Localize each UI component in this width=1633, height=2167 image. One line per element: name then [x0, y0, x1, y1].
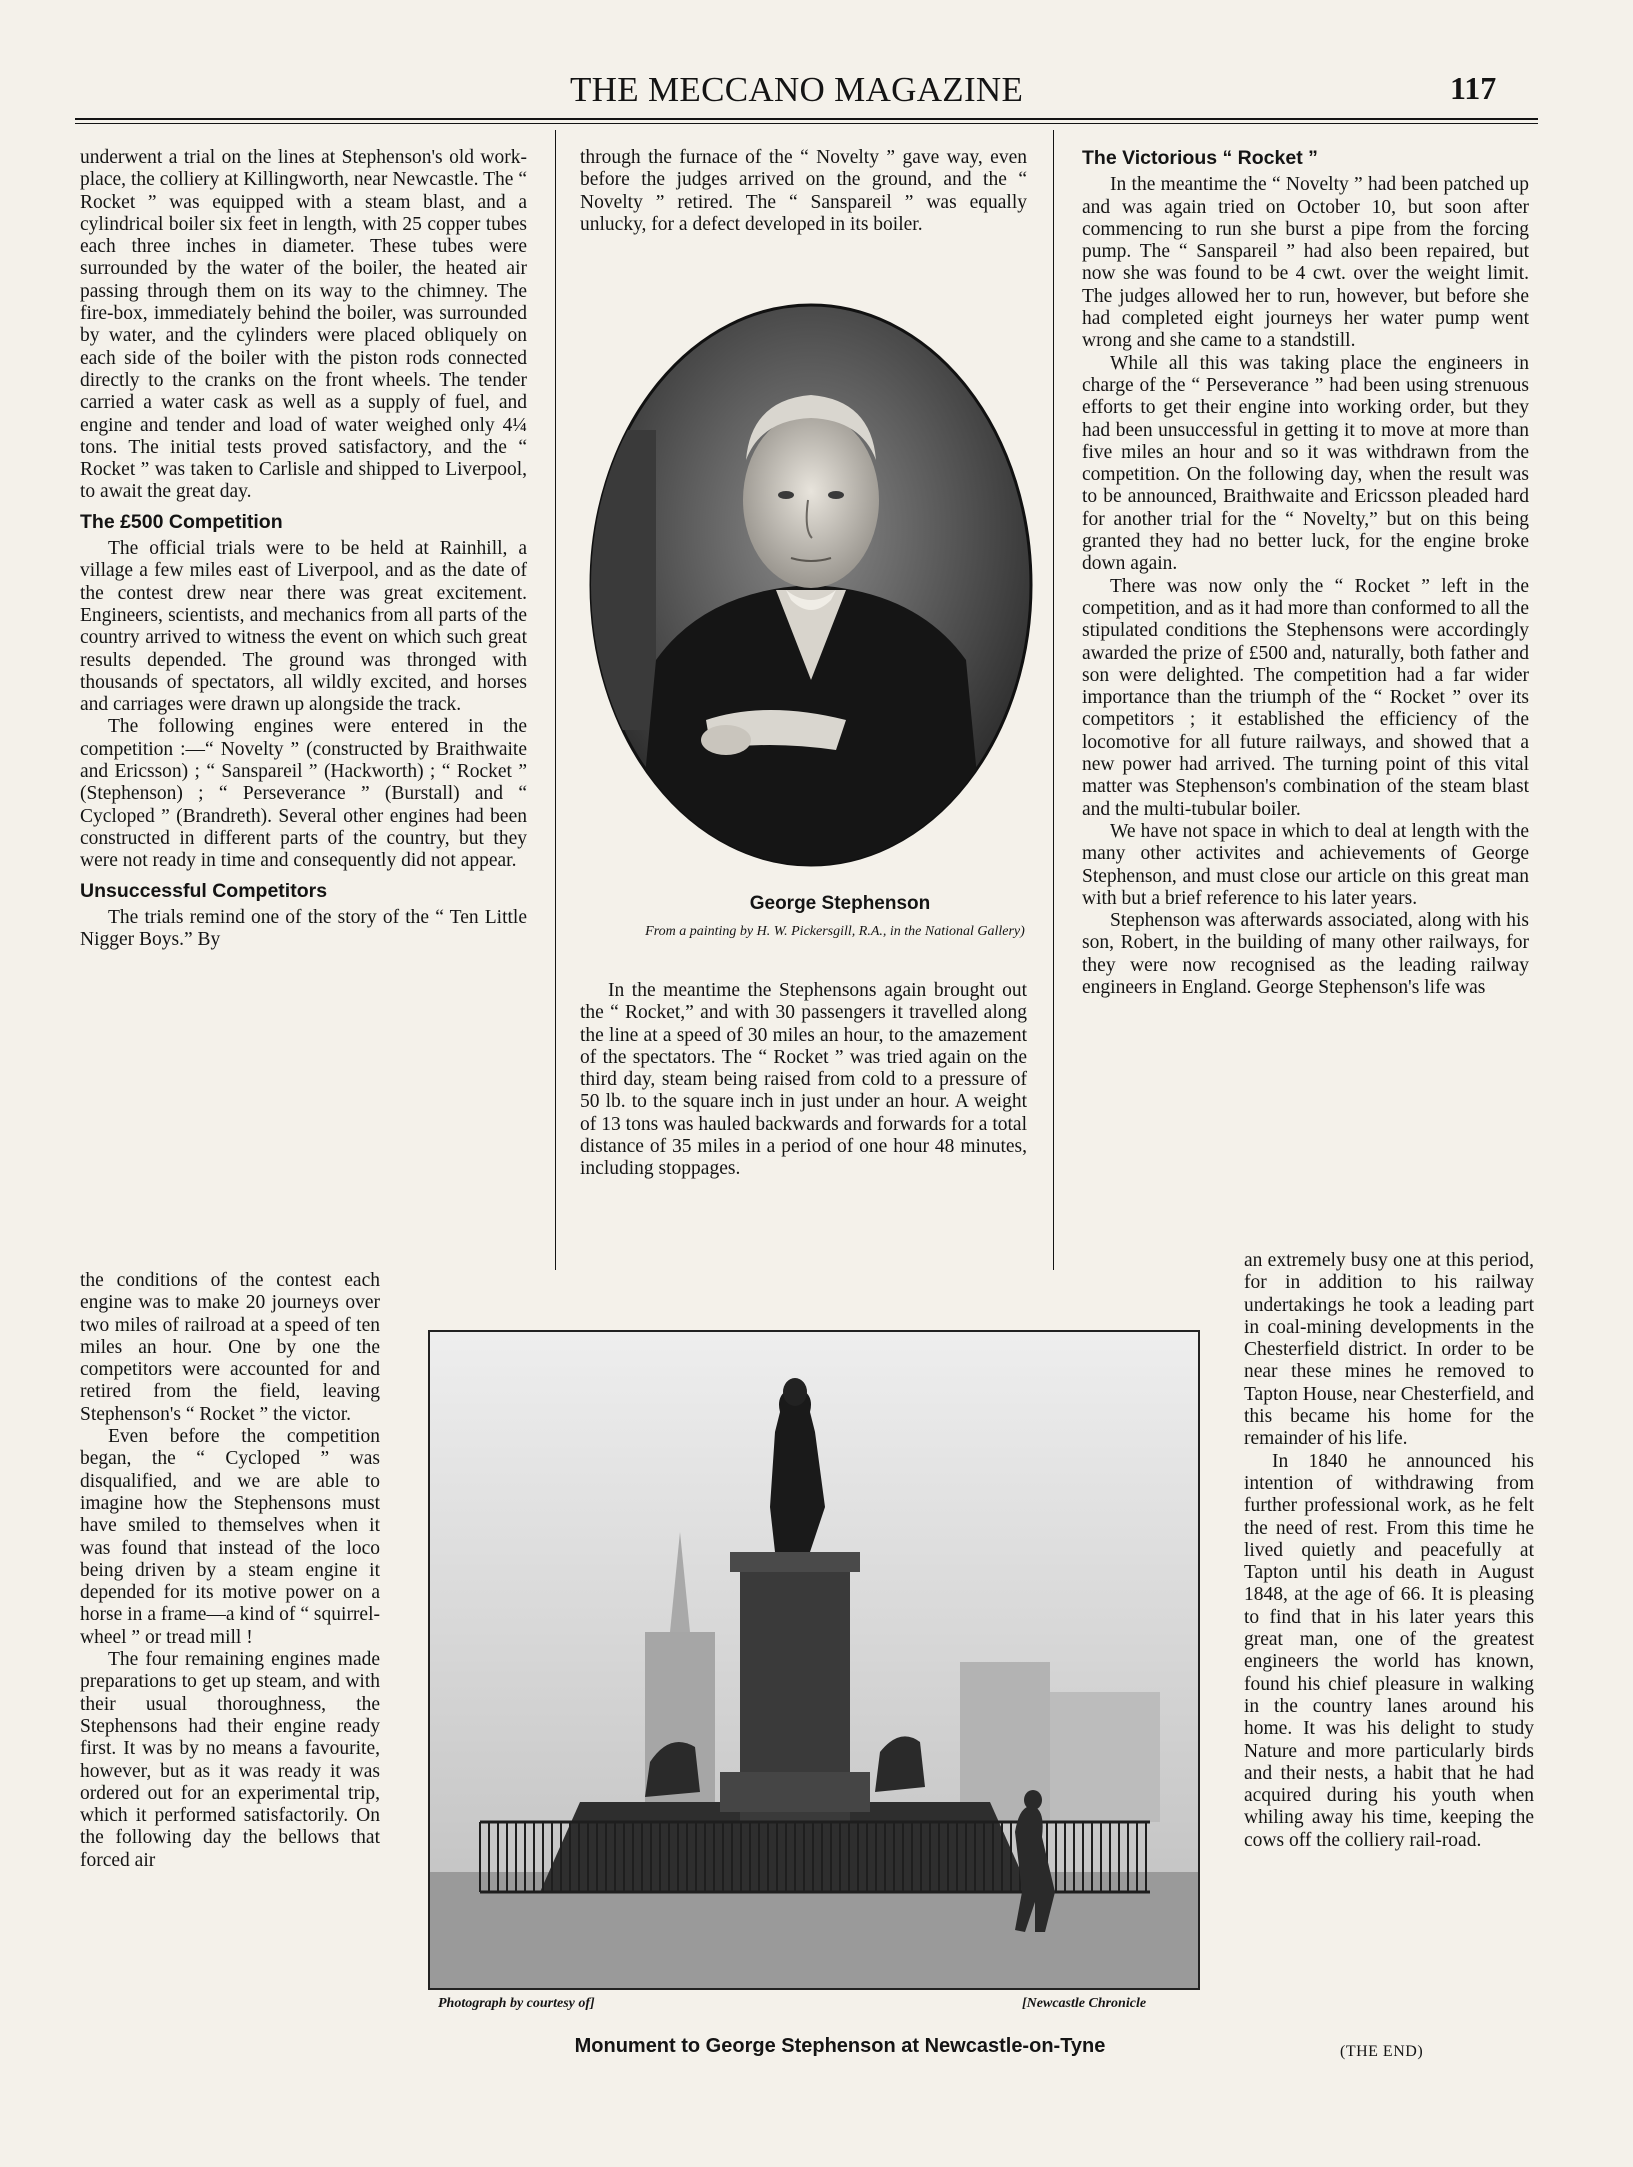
paragraph: Stephenson was afterwards associated, along with his son, Robert, in the building of many other railways, for they were now recognised as the leading railway engineers in England. George Stephenson's life was [1082, 910, 1529, 998]
paragraph: In the meantime the “ Novelty ” had been patched up and was again tried on October 10, but soon after commencing to run she burst a pipe from the forcing pump. The “ Sanspareil ” had also been repaired, but now she was found to be 4 cwt. over the weight limit. The judges allowed her to run, however, but before she had completed eight journeys her water pump went wrong and she came to a standstill. [1082, 174, 1529, 352]
header-rule [75, 118, 1538, 120]
page-number: 117 [1450, 70, 1497, 106]
paragraph: through the furnace of the “ Novelty ” gave way, even before the judges arrived on the ground, and the “ Novelty ” retired. The “ Sanspareil ” was equally unlucky, for a defect developed in its boiler. [580, 147, 1027, 235]
paragraph: In the meantime the Stephensons again brought out the “ Rocket,” and with 30 passengers it travelled along the line at a speed of 30 miles an hour, to the amazement of the spectators. The “ Rocket ” was tried again on the third day, steam being raised from cold to a pressure of 50 lb. to the square inch in just under an hour. A weight of 13 tons was hauled backwards and forwards for a total distance of 35 miles in a period of one hour 48 minutes, including stoppages. [580, 980, 1027, 1180]
section-heading-competition: The £500 Competition [80, 510, 283, 533]
paragraph: an extremely busy one at this period, for in addition to his railway undertakings he took a leading part in coal-mining developments in the Chesterfield district. In order to be near these mines he removed to Tapton House, near Chesterfield, and this became his home for the remainder of his life. [1244, 1250, 1534, 1450]
paragraph: In 1840 he announced his intention of withdrawing from further professional work, as he felt the need of rest. From this time he lived quietly and peacefully at Tapton until his death in August 1848, at the age of 66. It is pleasing to find that in his later years this great man, one of the greatest engineers the world has known, found his chief pleasure in walking in the country lanes around his home. It was his delight to study Nature and more particularly birds and their nests, a habit that he had acquired during his youth when whiling away his time, keeping the cows off the colliery rail-road. [1244, 1450, 1534, 1851]
monument-photograph [428, 1330, 1200, 1990]
column-1 [80, 147, 527, 951]
paragraph: Even before the competition began, the “ Cycloped ” was disqualified, and we are able to imagine how the Stephensons must have smiled to themselves when it was found that instead of the loco being driven by a steam engine it depended for its motive power on a horse in a frame—a kind of “ squirrel-wheel ” or tread mill ! [80, 1426, 380, 1648]
magazine-title: THE MECCANO MAGAZINE [570, 70, 1024, 109]
paragraph: The official trials were to be held at Rainhill, a village a few miles east of Liverpool, and as the date of the contest drew near there was great excitement. Engineers, scientists, and mechanics from all parts of the country arrived to witness the event on which such great results depended. The ground was thronged with thousands of spectators, all wildly excited, and horses and carriages were drawn up alongside the track. [80, 538, 527, 716]
photo-credit-right: [Newcastle Chronicle [1022, 1996, 1147, 2011]
paragraph: While all this was taking place the engineers in charge of the “ Perseverance ” had been using strenuous efforts to get their engine into working order, but they had been unsuccessful in getting it to move at more than five miles an hour and so it was withdrawn from the competition. On the following day, when the result was to be announced, Braithwaite and Ericsson pleaded hard for another trial for the “ Novelty,” but on this being granted they had no better luck, for the engine broke down again. [1082, 352, 1529, 575]
paragraph: underwent a trial on the lines at Stephenson's old work-place, the colliery at Killingworth, near Newcastle. The “ Rocket ” was equipped with a steam blast, and a cylindrical boiler six feet in length, with 25 copper tubes each three inches in diameter. These tubes were surrounded by the water of the boiler, the heated air passing through them on its way to the chimney. The fire-box, immediately behind the boiler, was surrounded by water, and the cylinders were placed obliquely on each side of the boiler with the piston rods connected directly to the cranks on the front wheels. The tender carried a water cask as well as a supply of fuel, and engine and tender and load of water weighed only 4¼ tons. The initial tests proved satisfactory, and the “ Rocket ” was taken to Carlisle and shipped to Liverpool, to await the great day. [80, 147, 527, 503]
column-3-narrow [1244, 1250, 1534, 1852]
paragraph: There was now only the “ Rocket ” left in the competition, and as it had more than conformed to all the stipulated conditions the Stephensons were accordingly awarded the prize of £500 and, naturally, both father and son were delighted. The competition had a far wider importance than the triumph of the “ Rocket ” over its competitors ; it established the efficiency of the locomotive for all future railways, and showed that a new power had arrived. The turning point of this vital matter was Stephenson's combination of the steam blast and the multi-tubular boiler. [1082, 575, 1529, 820]
monument-caption: Monument to George Stephenson at Newcastle-on-Tyne [574, 2035, 1106, 2057]
section-heading-unsuccessful: Unsuccessful Competitors [80, 879, 328, 902]
portrait-credit: From a painting by H. W. Pickersgill, R.A., in the National Gallery) [645, 924, 1025, 939]
header-rule-thin [75, 123, 1538, 124]
paragraph: the conditions of the contest each engine was to make 20 journeys over two miles of railroad at a speed of ten miles an hour. One by one the competitors were accounted for and retired from the field, leaving Stephenson's “ Rocket ” the victor. [80, 1270, 380, 1425]
the-end-marker: (THE END) [1340, 2043, 1424, 2060]
monument-image [430, 1332, 1198, 1988]
column-1-narrow [80, 1270, 380, 1872]
paragraph: The four remaining engines made preparations to get up steam, and with their usual thoroughness, the Stephensons had their engine ready first. It was by no means a favourite, however, but as it was ready it was ordered out for an experimental trip, which it performed satisfactorily. On the following day the bellows that forced air [80, 1649, 380, 1871]
portrait-image [586, 300, 1036, 870]
column-2-bottom [580, 980, 1027, 1181]
section-heading-victorious: The Victorious “ Rocket ” [1082, 147, 1318, 169]
portrait-caption: George Stephenson [749, 893, 931, 914]
column-divider-left [555, 130, 556, 1270]
column-divider-right [1053, 130, 1054, 1270]
portrait-george-stephenson [586, 300, 1036, 870]
column-2-top [580, 147, 1027, 236]
column-3 [1082, 147, 1529, 999]
paragraph: The following engines were entered in the competition :—“ Novelty ” (constructed by Braithwaite and Ericsson) ; “ Sanspareil ” (Hackworth) ; “ Rocket ” (Stephenson) ; “ Perseverance ” (Burstall) and “ Cycloped ” (Brandreth). Several other engines had been constructed in different parts of the country, but they were not ready in time and consequently did not appear. [80, 716, 527, 872]
paragraph: We have not space in which to deal at length with the many other activites and achievements of George Stephenson, and must close our article on this great man with but a brief reference to his later years. [1082, 820, 1529, 909]
paragraph: The trials remind one of the story of the “ Ten Little Nigger Boys.” By [80, 906, 527, 951]
photo-credit-left: Photograph by courtesy of] [438, 1996, 595, 2011]
